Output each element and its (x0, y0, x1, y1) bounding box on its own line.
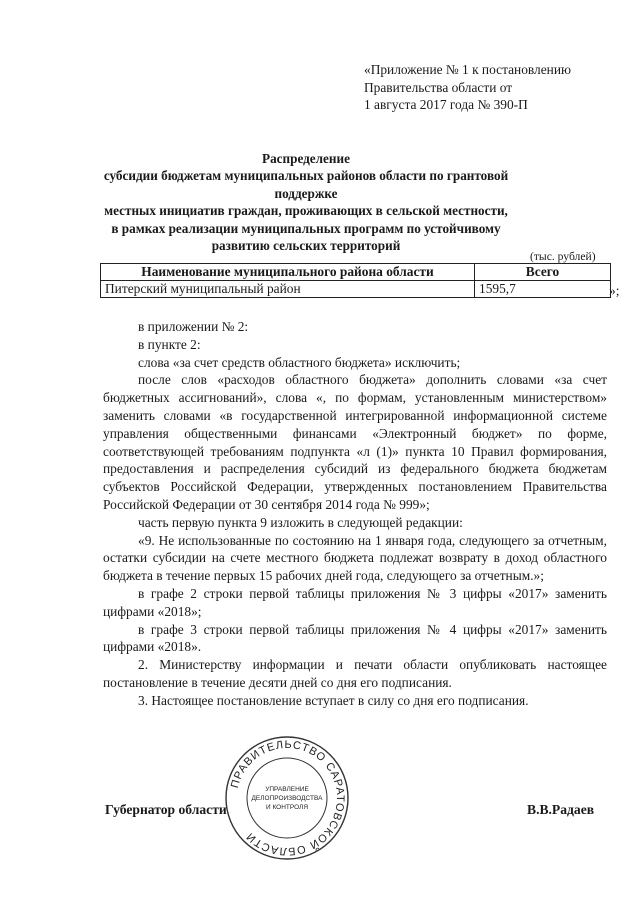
stamp-inner-line-3: И КОНТРОЛЯ (265, 804, 309, 811)
table-row (101, 281, 611, 298)
paragraph: после слов «расходов областного бюджета» дополнить словами «за счет бюджетных ассигнований», слова «, по формам, установленным министерством» заменить словами «в государственной интегрированной информационной системе управления общественными финансами «Электронный бюджет» по форме, соответствующей требованиям подпункта «л (1)» пункта 10 Правил формирования, предоставления и распределения субсидий из федерального бюджета бюджетам субъектов Российской Федерации, утвержденных постановлением Правительства Российской Федерации от 30 сентября 2014 года № 999»; (103, 372, 607, 512)
cell-total: 1595,7 (475, 281, 611, 298)
column-header-district: Наименование муниципального района области (101, 264, 475, 281)
stamp-ring-text: ПРАВИТЕЛЬСТВО САРАТОВСКОЙ ОБЛАСТИ (229, 738, 347, 858)
paragraph: в пункте 2: (138, 336, 201, 352)
header-line-3: 1 августа 2017 года № 390-П (364, 97, 528, 112)
cell-district: Питерский муниципальный район (101, 281, 475, 298)
title-line-2: субсидии бюджетам муниципальных районов области по грантовой поддержке (103, 168, 509, 201)
signatory-name: В.В.Радаев (527, 802, 595, 817)
signatory-title: Губернатор области (105, 802, 227, 817)
paragraph: слова «за счет средств областного бюджета» исключить; (138, 354, 461, 370)
paragraph: «9. Не использованные по состоянию на 1 января года, следующего за отчетным, остатки субсидии на счете местного бюджета подлежат возврату в доход областного бюджета в течение первых 15 рабочих дней года, следующего за отчетным.»; (103, 532, 607, 584)
paragraph: часть первую пункта 9 изложить в следующей редакции: (138, 514, 463, 530)
paragraph: в приложении № 2: (138, 319, 249, 334)
table-closing-quote: »; (609, 283, 620, 298)
paragraph: в графе 2 строки первой таблицы приложения № 3 цифры «2017» заменить цифрами «2018»; (103, 585, 607, 619)
paragraph: 3. Настоящее постановление вступает в силу со дня его подписания. (138, 692, 529, 708)
document-body (103, 318, 607, 710)
title-line-3: местных инициатив граждан, проживающих в сельской местности, (104, 203, 508, 219)
header-line-1: «Приложение № 1 к постановлению (364, 62, 571, 77)
header-line-2: Правительства области от (364, 79, 513, 95)
title-line-5: развитию сельских территорий (211, 238, 401, 254)
stamp-inner-line-1: УПРАВЛЕНИЕ (265, 786, 309, 793)
paragraph: 2. Министерству информации и печати области опубликовать настоящее постановление в течение десяти дней со дня его подписания. (103, 657, 607, 690)
official-seal-stamp (224, 735, 350, 861)
document-title (96, 150, 516, 254)
appendix-header (364, 61, 571, 114)
paragraph: в графе 3 строки первой таблицы приложения № 4 цифры «2017» заменить цифрами «2018». (103, 621, 607, 655)
unit-note: (тыс. рублей) (530, 250, 596, 263)
column-header-total: Всего (475, 264, 611, 281)
distribution-table (100, 263, 611, 298)
title-line-1: Распределение (262, 151, 350, 166)
stamp-inner-line-2: ДЕЛОПРОИЗВОДСТВА (251, 795, 323, 802)
title-line-4: в рамках реализации муниципальных программ по устойчивому (111, 220, 501, 236)
table-header-row (101, 264, 611, 281)
